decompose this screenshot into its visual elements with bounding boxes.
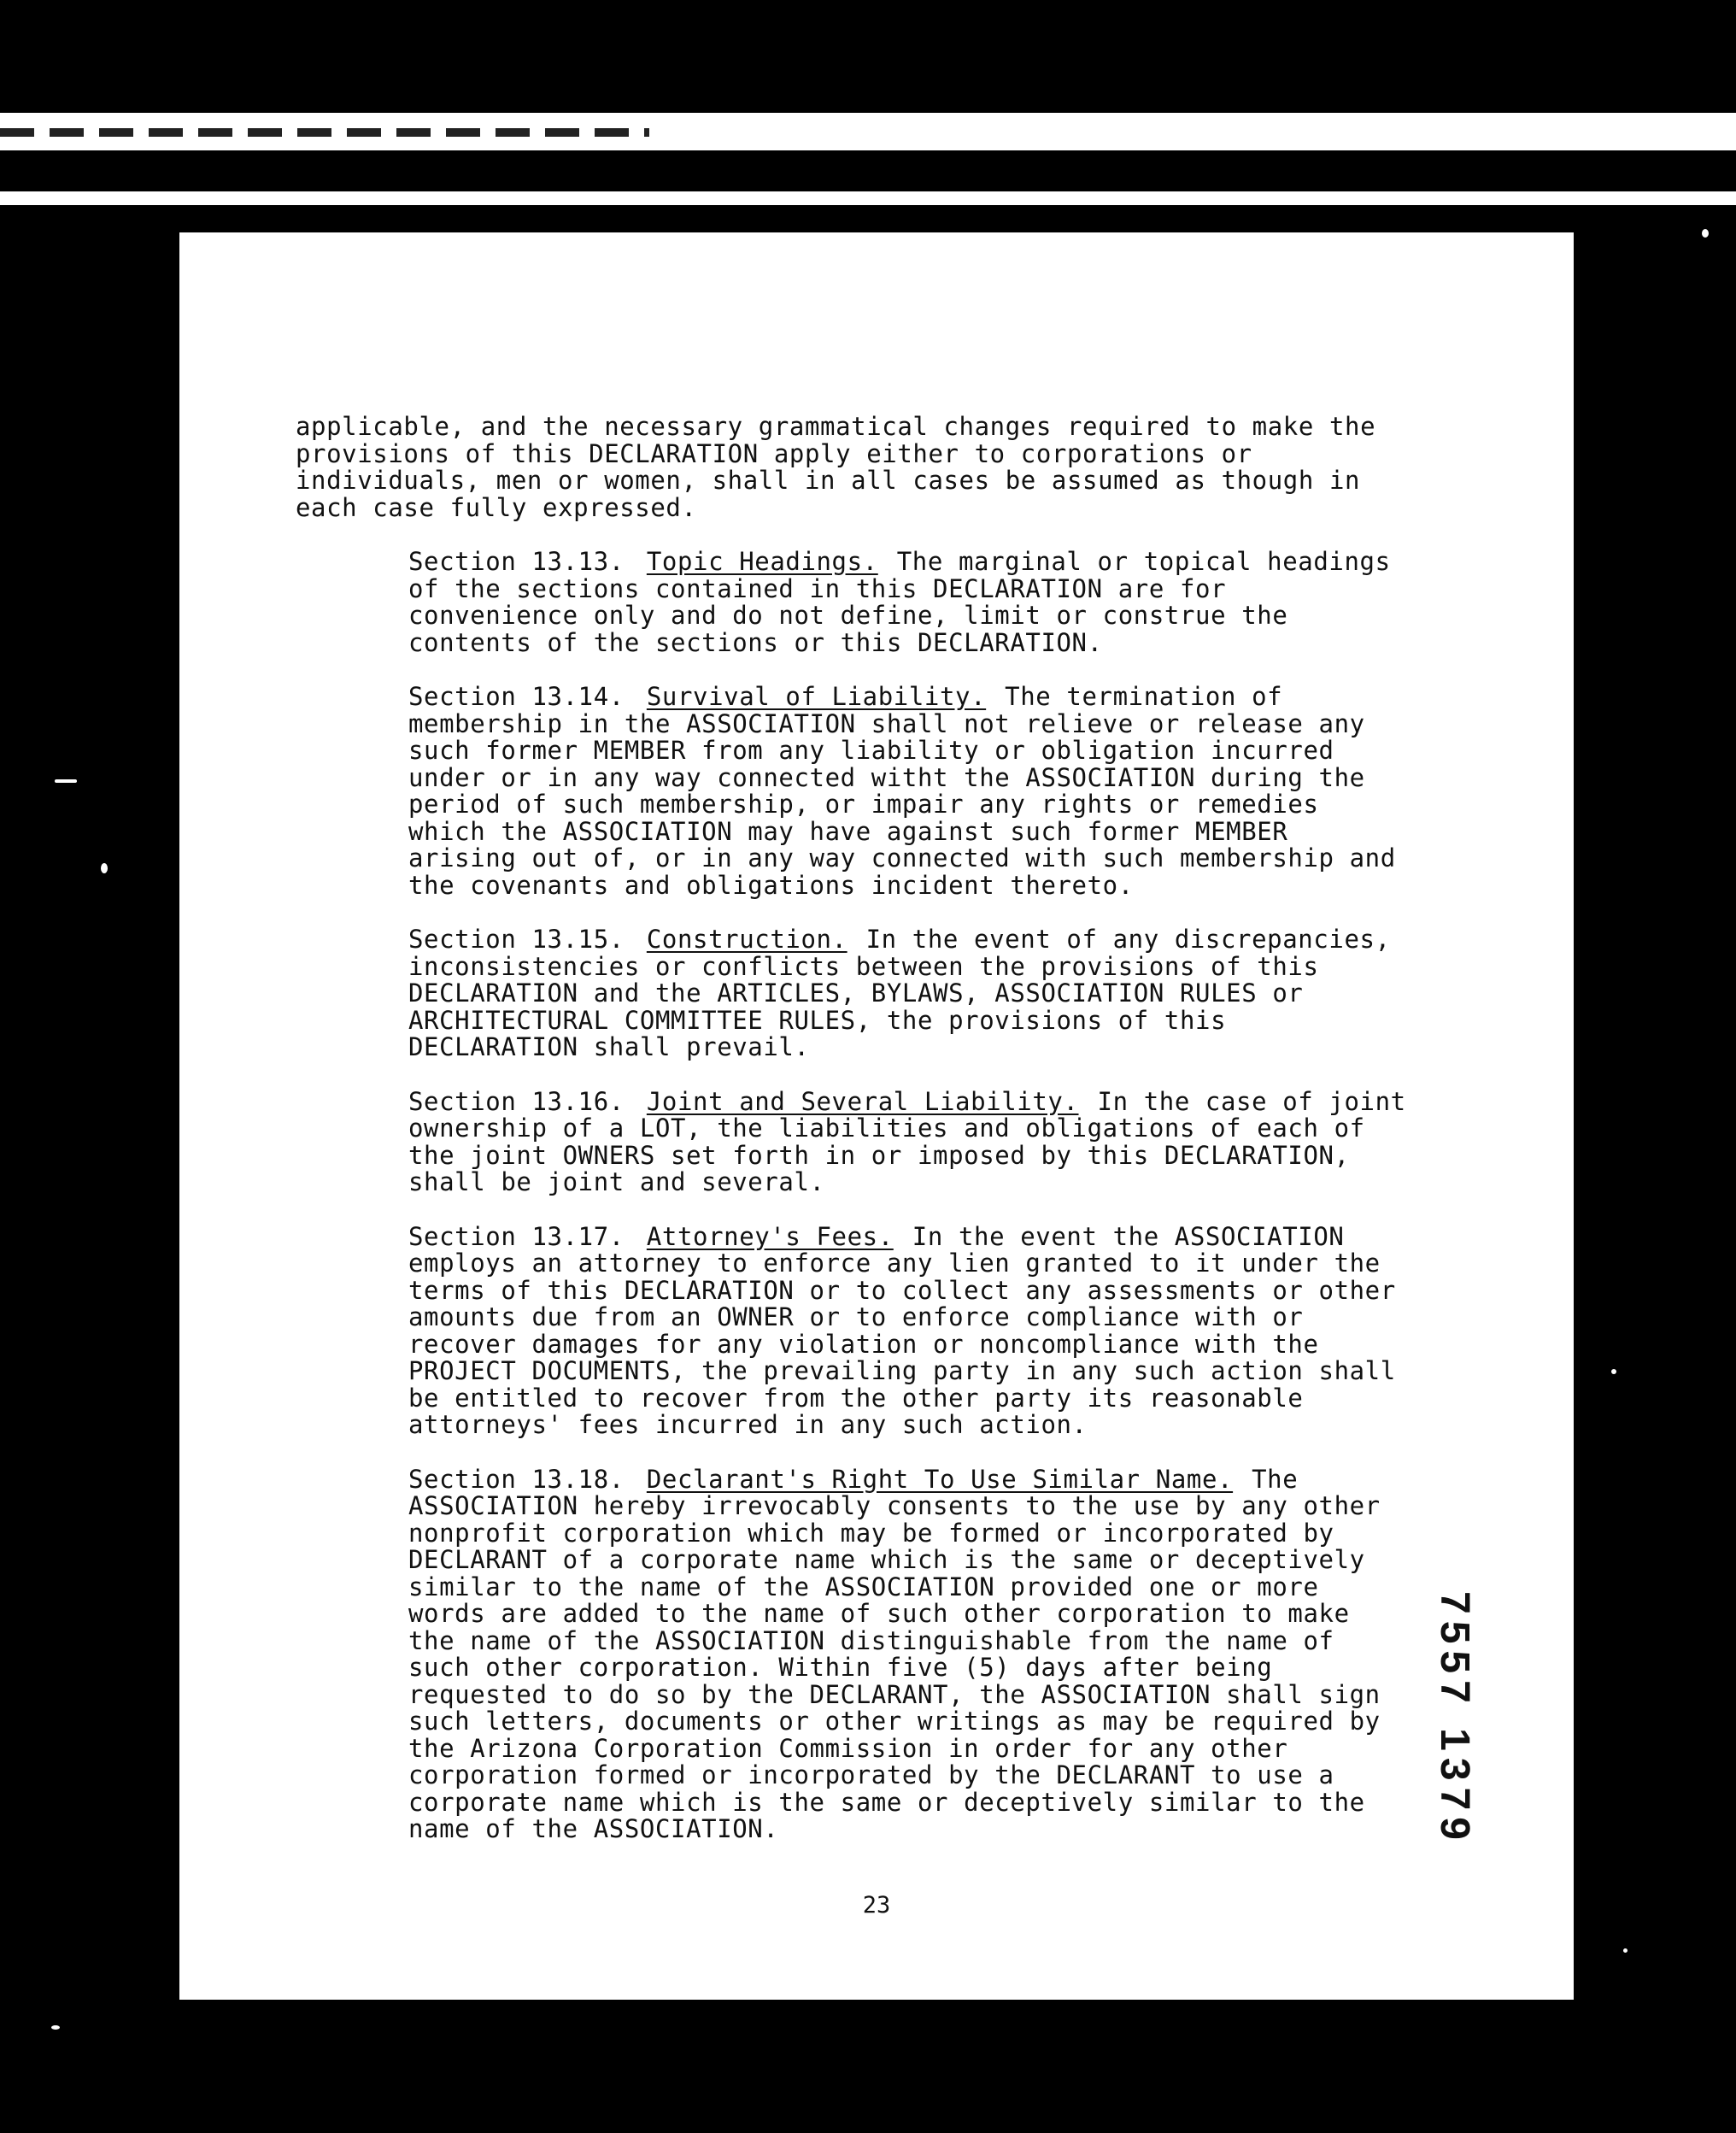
section-text: The termination of membership in the ASSOCIATION shall not relieve or release any such former MEMBER from any liability or obligation incurred under or in any way connected witht the ASSOCIATION during the period of such membership, or impair any rights or remedies which the ASSOCIATION may have against such former MEMBER arising out of, or in any way connected with such membership and the covenants and obligations incident thereto. [408,682,1396,900]
scan-streak [0,128,649,137]
recording-stamp-text: 7557 1379 [1432,1591,1477,1847]
section-heading: Construction. [646,925,847,954]
scan-speck [1623,1948,1628,1953]
section-13-13 [296,549,1406,656]
section-13-14 [296,684,1406,899]
section-number: Section 13.18. [408,1464,625,1494]
section-heading: Declarant's Right To Use Similar Name. [646,1464,1234,1494]
section-heading: Survival of Liability. [646,682,987,711]
paragraph-text: applicable, and the necessary grammatical changes required to make the provisions of this DECLARATION apply either to corporations or individuals, men or women, shall in all cases be assumed as though in each case fully expressed. [296,412,1376,522]
section-text: The marginal or topical headings of the sections contained in this DECLARATION are for convenience only and do not define, limit or construe the contents of the sections or this DECLARATION. [408,547,1391,657]
scan-speck [51,2025,60,2030]
document-body [296,414,1406,1871]
scan-border-band-lower [0,191,1736,205]
section-number: Section 13.16. [408,1086,625,1116]
section-13-15 [296,926,1406,1061]
section-number: Section 13.17. [408,1221,625,1251]
section-number: Section 13.15. [408,925,625,954]
section-13-18 [296,1466,1406,1843]
page-number: 23 [862,1892,891,1919]
section-text: In the event the ASSOCIATION employs an attorney to enforce any lien granted to it under the terms of this DECLARATION or to collect any assessments or other amounts due from an OWNER or to enforce compliance with or recover damages for any violation or noncompliance with the PROJECT DOCUMENTS, the prevailing party in any such action shall be entitled to recover from the other party its reasonable attorneys' fees incurred in any such action. [408,1221,1396,1439]
scan-speck [1702,229,1709,238]
section-heading: Topic Headings. [646,547,878,576]
document-page [179,232,1574,2000]
section-text: The ASSOCIATION hereby irrevocably consents to the use by any other nonprofit corporation which may be formed or incorporated by DECLARANT of a corporate name which is the same or deceptively similar to the name of the ASSOCIATION provided one or more words are added to the name of such other corporation to make the name of the ASSOCIATION distinguishable from the name of such other corporation. Within five (5) days after being requested to do so by the DECLARANT, the ASSOCIATION shall sign such letters, documents or other writings as may be required by the Arizona Corporation Commission in order for any other corporation formed or incorporated by the DECLARANT to use a corporate name which is the same or deceptively similar to the name of the ASSOCIATION. [408,1464,1381,1843]
section-text: In the case of joint ownership of a LOT, the liabilities and obligations of each of the joint OWNERS set forth in or imposed by this DECLARATION, shall be joint and several. [408,1086,1406,1196]
scan-speck [101,863,108,873]
scan-speck [1611,1369,1616,1374]
section-number: Section 13.13. [408,547,625,576]
section-13-17 [296,1221,1406,1439]
section-13-16 [296,1086,1406,1196]
section-heading: Joint and Several Liability. [646,1086,1079,1116]
paragraph-continuation [296,414,1406,521]
section-number: Section 13.14. [408,682,625,711]
section-text: In the event of any discrepancies, inconsistencies or conflicts between the provisions of this DECLARATION and the ARTICLES, BYLAWS, ASSOCIATION RULES or ARCHITECTURAL COMMITTEE RULES, the provisions of this DECLARATION shall prevail. [408,925,1391,1061]
scan-speck [55,779,77,783]
section-heading: Attorney's Fees. [646,1221,894,1251]
